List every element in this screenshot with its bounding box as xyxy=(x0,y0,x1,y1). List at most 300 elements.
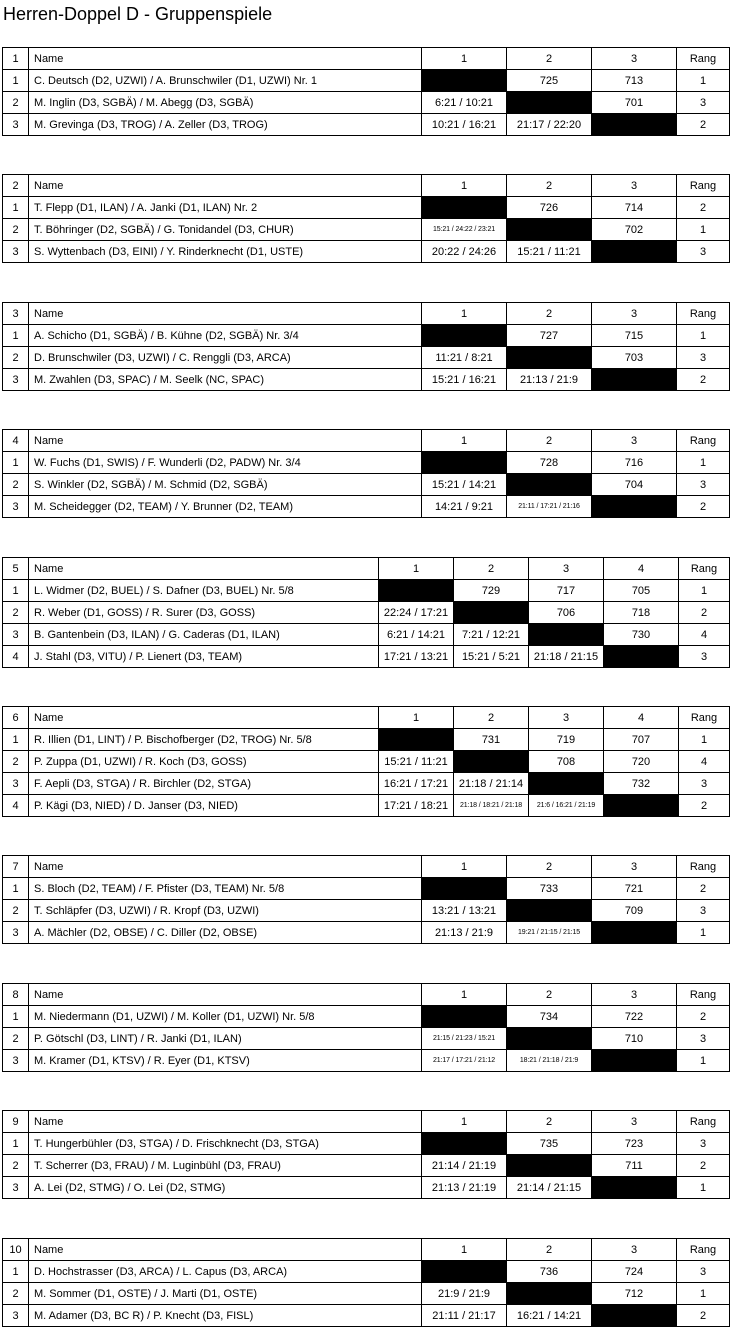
self-match-cell xyxy=(604,646,679,668)
team-name: T. Flepp (D1, ILAN) / A. Janki (D1, ILAN) Nr. 2 xyxy=(29,197,422,219)
opponent-column-header: 1 xyxy=(422,48,507,70)
group-header-row xyxy=(3,1239,730,1261)
match-result: 705 xyxy=(604,580,679,602)
group-number: 3 xyxy=(3,303,29,325)
table-row xyxy=(3,197,730,219)
match-result: 713 xyxy=(592,70,677,92)
table-row xyxy=(3,92,730,114)
team-name: M. Sommer (D1, OSTE) / J. Marti (D1, OSTE) xyxy=(29,1283,422,1305)
match-result: 7:21 / 12:21 xyxy=(454,624,529,646)
row-position: 4 xyxy=(3,795,29,817)
match-result: 21:6 / 16:21 / 21:19 xyxy=(529,795,604,817)
rank-column-header: Rang xyxy=(677,48,730,70)
match-result: 22:24 / 17:21 xyxy=(379,602,454,624)
team-name: D. Hochstrasser (D3, ARCA) / L. Capus (D3, ARCA) xyxy=(29,1261,422,1283)
row-position: 3 xyxy=(3,922,29,944)
group-table xyxy=(2,429,730,518)
match-result: 13:21 / 13:21 xyxy=(422,900,507,922)
match-result: 717 xyxy=(529,580,604,602)
team-name: S. Bloch (D2, TEAM) / F. Pfister (D3, TEAM) Nr. 5/8 xyxy=(29,878,422,900)
page-title: Herren-Doppel D - Gruppenspiele xyxy=(3,4,273,24)
rank-column-header: Rang xyxy=(677,984,730,1006)
match-result: 10:21 / 16:21 xyxy=(422,114,507,136)
self-match-cell xyxy=(592,922,677,944)
opponent-column-header: 1 xyxy=(379,707,454,729)
opponent-column-header: 1 xyxy=(422,1239,507,1261)
row-position: 3 xyxy=(3,496,29,518)
row-position: 2 xyxy=(3,92,29,114)
match-result: 18:21 / 21:18 / 21:9 xyxy=(507,1050,592,1072)
row-position: 2 xyxy=(3,474,29,496)
rank-value: 3 xyxy=(677,1133,730,1155)
self-match-cell xyxy=(422,1006,507,1028)
team-name: B. Gantenbein (D3, ILAN) / G. Caderas (D1, ILAN) xyxy=(29,624,379,646)
team-name: T. Hungerbühler (D3, STGA) / D. Frischknecht (D3, STGA) xyxy=(29,1133,422,1155)
row-position: 1 xyxy=(3,1261,29,1283)
table-row xyxy=(3,347,730,369)
rank-value: 2 xyxy=(679,602,730,624)
match-result: 19:21 / 21:15 / 21:15 xyxy=(507,922,592,944)
rank-value: 3 xyxy=(679,773,730,795)
match-result: 727 xyxy=(507,325,592,347)
rank-column-header: Rang xyxy=(679,707,730,729)
opponent-column-header: 3 xyxy=(592,1239,677,1261)
table-row xyxy=(3,219,730,241)
match-result: 714 xyxy=(592,197,677,219)
self-match-cell xyxy=(507,92,592,114)
row-position: 3 xyxy=(3,624,29,646)
name-column-header: Name xyxy=(29,558,379,580)
rank-value: 3 xyxy=(677,241,730,263)
rank-value: 2 xyxy=(677,1006,730,1028)
group-table xyxy=(2,706,730,817)
row-position: 2 xyxy=(3,347,29,369)
opponent-column-header: 3 xyxy=(592,856,677,878)
match-result: 21:14 / 21:19 xyxy=(422,1155,507,1177)
match-result: 723 xyxy=(592,1133,677,1155)
row-position: 2 xyxy=(3,900,29,922)
match-result: 708 xyxy=(529,751,604,773)
group-header-row xyxy=(3,984,730,1006)
opponent-column-header: 3 xyxy=(592,175,677,197)
rank-column-header: Rang xyxy=(677,1239,730,1261)
team-name: T. Schläpfer (D3, UZWI) / R. Kropf (D3, UZWI) xyxy=(29,900,422,922)
match-result: 704 xyxy=(592,474,677,496)
table-row xyxy=(3,751,730,773)
match-result: 712 xyxy=(592,1283,677,1305)
group-number: 9 xyxy=(3,1111,29,1133)
rank-value: 3 xyxy=(677,1028,730,1050)
group-header-row xyxy=(3,707,730,729)
match-result: 16:21 / 17:21 xyxy=(379,773,454,795)
row-position: 1 xyxy=(3,197,29,219)
opponent-column-header: 4 xyxy=(604,558,679,580)
rank-value: 4 xyxy=(679,751,730,773)
row-position: 1 xyxy=(3,1006,29,1028)
table-row xyxy=(3,1177,730,1199)
team-name: M. Scheidegger (D2, TEAM) / Y. Brunner (D2, TEAM) xyxy=(29,496,422,518)
match-result: 6:21 / 10:21 xyxy=(422,92,507,114)
match-result: 733 xyxy=(507,878,592,900)
match-result: 21:11 / 21:17 xyxy=(422,1305,507,1327)
match-result: 710 xyxy=(592,1028,677,1050)
name-column-header: Name xyxy=(29,303,422,325)
team-name: L. Widmer (D2, BUEL) / S. Dafner (D3, BUEL) Nr. 5/8 xyxy=(29,580,379,602)
match-result: 6:21 / 14:21 xyxy=(379,624,454,646)
opponent-column-header: 1 xyxy=(422,175,507,197)
self-match-cell xyxy=(592,1305,677,1327)
table-row xyxy=(3,602,730,624)
table-row xyxy=(3,1305,730,1327)
match-result: 730 xyxy=(604,624,679,646)
opponent-column-header: 2 xyxy=(507,1239,592,1261)
match-result: 17:21 / 18:21 xyxy=(379,795,454,817)
group-number: 7 xyxy=(3,856,29,878)
rank-value: 2 xyxy=(677,1305,730,1327)
team-name: M. Zwahlen (D3, SPAC) / M. Seelk (NC, SPAC) xyxy=(29,369,422,391)
match-result: 732 xyxy=(604,773,679,795)
table-row xyxy=(3,878,730,900)
self-match-cell xyxy=(507,1283,592,1305)
team-name: S. Wyttenbach (D3, EINI) / Y. Rinderknecht (D1, USTE) xyxy=(29,241,422,263)
rank-value: 2 xyxy=(677,878,730,900)
self-match-cell xyxy=(529,624,604,646)
group-number: 6 xyxy=(3,707,29,729)
group-table xyxy=(2,855,730,944)
name-column-header: Name xyxy=(29,856,422,878)
self-match-cell xyxy=(592,114,677,136)
row-position: 1 xyxy=(3,70,29,92)
match-result: 15:21 / 14:21 xyxy=(422,474,507,496)
rank-value: 1 xyxy=(677,1177,730,1199)
match-result: 731 xyxy=(454,729,529,751)
self-match-cell xyxy=(592,1177,677,1199)
rank-value: 2 xyxy=(679,795,730,817)
group-table xyxy=(2,302,730,391)
self-match-cell xyxy=(507,1028,592,1050)
match-result: 725 xyxy=(507,70,592,92)
match-result: 706 xyxy=(529,602,604,624)
rank-column-header: Rang xyxy=(677,430,730,452)
group-number: 10 xyxy=(3,1239,29,1261)
team-name: S. Winkler (D2, SGBÄ) / M. Schmid (D2, SGBÄ) xyxy=(29,474,422,496)
self-match-cell xyxy=(592,1050,677,1072)
opponent-column-header: 3 xyxy=(592,984,677,1006)
table-row xyxy=(3,114,730,136)
rank-value: 3 xyxy=(677,347,730,369)
match-result: 728 xyxy=(507,452,592,474)
self-match-cell xyxy=(507,474,592,496)
row-position: 3 xyxy=(3,1305,29,1327)
match-result: 21:9 / 21:9 xyxy=(422,1283,507,1305)
match-result: 711 xyxy=(592,1155,677,1177)
match-result: 17:21 / 13:21 xyxy=(379,646,454,668)
match-result: 15:21 / 24:22 / 23:21 xyxy=(422,219,507,241)
rank-value: 4 xyxy=(679,624,730,646)
table-row xyxy=(3,646,730,668)
self-match-cell xyxy=(422,878,507,900)
opponent-column-header: 3 xyxy=(529,707,604,729)
row-position: 4 xyxy=(3,646,29,668)
rank-column-header: Rang xyxy=(677,175,730,197)
rank-value: 1 xyxy=(677,1050,730,1072)
team-name: A. Mächler (D2, OBSE) / C. Diller (D2, OBSE) xyxy=(29,922,422,944)
team-name: M. Adamer (D3, BC R) / P. Knecht (D3, FISL) xyxy=(29,1305,422,1327)
row-position: 2 xyxy=(3,602,29,624)
opponent-column-header: 3 xyxy=(592,1111,677,1133)
row-position: 3 xyxy=(3,1177,29,1199)
match-result: 15:21 / 11:21 xyxy=(507,241,592,263)
team-name: P. Götschl (D3, LINT) / R. Janki (D1, ILAN) xyxy=(29,1028,422,1050)
match-result: 709 xyxy=(592,900,677,922)
table-row xyxy=(3,1028,730,1050)
group-header-row xyxy=(3,175,730,197)
table-row xyxy=(3,624,730,646)
team-name: P. Zuppa (D1, UZWI) / R. Koch (D3, GOSS) xyxy=(29,751,379,773)
opponent-column-header: 4 xyxy=(604,707,679,729)
row-position: 2 xyxy=(3,219,29,241)
rank-column-header: Rang xyxy=(677,1111,730,1133)
self-match-cell xyxy=(422,452,507,474)
row-position: 1 xyxy=(3,325,29,347)
match-result: 718 xyxy=(604,602,679,624)
rank-column-header: Rang xyxy=(679,558,730,580)
name-column-header: Name xyxy=(29,48,422,70)
opponent-column-header: 1 xyxy=(379,558,454,580)
row-position: 3 xyxy=(3,114,29,136)
row-position: 1 xyxy=(3,452,29,474)
match-result: 21:13 / 21:9 xyxy=(507,369,592,391)
match-result: 21:18 / 18:21 / 21:18 xyxy=(454,795,529,817)
table-row xyxy=(3,795,730,817)
row-position: 1 xyxy=(3,1133,29,1155)
rank-value: 2 xyxy=(677,1155,730,1177)
opponent-column-header: 1 xyxy=(422,303,507,325)
rank-value: 1 xyxy=(677,452,730,474)
team-name: J. Stahl (D3, VITU) / P. Lienert (D3, TEAM) xyxy=(29,646,379,668)
match-result: 703 xyxy=(592,347,677,369)
table-row xyxy=(3,1133,730,1155)
match-result: 701 xyxy=(592,92,677,114)
team-name: P. Kägi (D3, NIED) / D. Janser (D3, NIED) xyxy=(29,795,379,817)
rank-value: 3 xyxy=(679,646,730,668)
opponent-column-header: 2 xyxy=(507,1111,592,1133)
rank-column-header: Rang xyxy=(677,303,730,325)
match-result: 21:17 / 22:20 xyxy=(507,114,592,136)
match-result: 21:11 / 17:21 / 21:16 xyxy=(507,496,592,518)
group-table xyxy=(2,557,730,668)
table-row xyxy=(3,70,730,92)
table-row xyxy=(3,1006,730,1028)
self-match-cell xyxy=(592,496,677,518)
match-result: 16:21 / 14:21 xyxy=(507,1305,592,1327)
table-row xyxy=(3,496,730,518)
opponent-column-header: 2 xyxy=(454,707,529,729)
table-row xyxy=(3,474,730,496)
row-position: 3 xyxy=(3,773,29,795)
rank-value: 3 xyxy=(677,474,730,496)
match-result: 21:13 / 21:9 xyxy=(422,922,507,944)
match-result: 707 xyxy=(604,729,679,751)
team-name: M. Grevinga (D3, TROG) / A. Zeller (D3, TROG) xyxy=(29,114,422,136)
self-match-cell xyxy=(604,795,679,817)
team-name: R. Weber (D1, GOSS) / R. Surer (D3, GOSS) xyxy=(29,602,379,624)
opponent-column-header: 3 xyxy=(592,48,677,70)
group-table xyxy=(2,1238,730,1327)
table-row xyxy=(3,729,730,751)
name-column-header: Name xyxy=(29,430,422,452)
self-match-cell xyxy=(454,602,529,624)
rank-value: 2 xyxy=(677,496,730,518)
opponent-column-header: 2 xyxy=(507,303,592,325)
team-name: T. Scherrer (D3, FRAU) / M. Luginbühl (D3, FRAU) xyxy=(29,1155,422,1177)
group-table xyxy=(2,983,730,1072)
group-number: 8 xyxy=(3,984,29,1006)
opponent-column-header: 2 xyxy=(507,48,592,70)
match-result: 735 xyxy=(507,1133,592,1155)
group-header-row xyxy=(3,1111,730,1133)
table-row xyxy=(3,1283,730,1305)
match-result: 729 xyxy=(454,580,529,602)
opponent-column-header: 3 xyxy=(592,303,677,325)
match-result: 21:18 / 21:14 xyxy=(454,773,529,795)
self-match-cell xyxy=(379,729,454,751)
rank-value: 1 xyxy=(677,219,730,241)
match-result: 14:21 / 9:21 xyxy=(422,496,507,518)
rank-value: 1 xyxy=(677,70,730,92)
table-row xyxy=(3,900,730,922)
opponent-column-header: 3 xyxy=(592,430,677,452)
opponent-column-header: 1 xyxy=(422,1111,507,1133)
rank-value: 2 xyxy=(677,369,730,391)
self-match-cell xyxy=(422,1261,507,1283)
match-result: 15:21 / 16:21 xyxy=(422,369,507,391)
match-result: 715 xyxy=(592,325,677,347)
self-match-cell xyxy=(454,751,529,773)
table-row xyxy=(3,773,730,795)
name-column-header: Name xyxy=(29,175,422,197)
team-name: T. Böhringer (D2, SGBÄ) / G. Tonidandel (D3, CHUR) xyxy=(29,219,422,241)
match-result: 20:22 / 24:26 xyxy=(422,241,507,263)
table-row xyxy=(3,1261,730,1283)
rank-column-header: Rang xyxy=(677,856,730,878)
name-column-header: Name xyxy=(29,707,379,729)
self-match-cell xyxy=(507,219,592,241)
team-name: M. Niedermann (D1, UZWI) / M. Koller (D1, UZWI) Nr. 5/8 xyxy=(29,1006,422,1028)
table-row xyxy=(3,241,730,263)
opponent-column-header: 2 xyxy=(507,175,592,197)
opponent-column-header: 3 xyxy=(529,558,604,580)
row-position: 1 xyxy=(3,878,29,900)
match-result: 15:21 / 11:21 xyxy=(379,751,454,773)
team-name: R. Illien (D1, LINT) / P. Bischofberger (D2, TROG) Nr. 5/8 xyxy=(29,729,379,751)
self-match-cell xyxy=(507,900,592,922)
team-name: A. Schicho (D1, SGBÄ) / B. Kühne (D2, SGBÄ) Nr. 3/4 xyxy=(29,325,422,347)
match-result: 720 xyxy=(604,751,679,773)
rank-value: 3 xyxy=(677,92,730,114)
match-result: 21:14 / 21:15 xyxy=(507,1177,592,1199)
row-position: 2 xyxy=(3,751,29,773)
match-result: 724 xyxy=(592,1261,677,1283)
rank-value: 1 xyxy=(679,729,730,751)
group-header-row xyxy=(3,558,730,580)
match-result: 21:17 / 17:21 / 21:12 xyxy=(422,1050,507,1072)
name-column-header: Name xyxy=(29,984,422,1006)
match-result: 719 xyxy=(529,729,604,751)
team-name: C. Deutsch (D2, UZWI) / A. Brunschwiler (D1, UZWI) Nr. 1 xyxy=(29,70,422,92)
match-result: 11:21 / 8:21 xyxy=(422,347,507,369)
opponent-column-header: 2 xyxy=(507,856,592,878)
self-match-cell xyxy=(422,197,507,219)
rank-value: 1 xyxy=(677,325,730,347)
row-position: 1 xyxy=(3,580,29,602)
table-row xyxy=(3,1155,730,1177)
opponent-column-header: 1 xyxy=(422,430,507,452)
self-match-cell xyxy=(592,369,677,391)
table-row xyxy=(3,922,730,944)
group-table xyxy=(2,1110,730,1199)
self-match-cell xyxy=(379,580,454,602)
match-result: 734 xyxy=(507,1006,592,1028)
opponent-column-header: 2 xyxy=(507,430,592,452)
row-position: 2 xyxy=(3,1155,29,1177)
group-header-row xyxy=(3,48,730,70)
self-match-cell xyxy=(422,1133,507,1155)
rank-value: 1 xyxy=(677,1283,730,1305)
opponent-column-header: 2 xyxy=(454,558,529,580)
name-column-header: Name xyxy=(29,1111,422,1133)
self-match-cell xyxy=(507,1155,592,1177)
group-table xyxy=(2,174,730,263)
row-position: 1 xyxy=(3,729,29,751)
opponent-column-header: 1 xyxy=(422,856,507,878)
self-match-cell xyxy=(422,325,507,347)
self-match-cell xyxy=(592,241,677,263)
self-match-cell xyxy=(507,347,592,369)
match-result: 716 xyxy=(592,452,677,474)
match-result: 21:18 / 21:15 xyxy=(529,646,604,668)
group-table xyxy=(2,47,730,136)
match-result: 21:13 / 21:19 xyxy=(422,1177,507,1199)
match-result: 721 xyxy=(592,878,677,900)
row-position: 2 xyxy=(3,1028,29,1050)
row-position: 2 xyxy=(3,1283,29,1305)
rank-value: 2 xyxy=(677,197,730,219)
group-number: 2 xyxy=(3,175,29,197)
team-name: A. Lei (D2, STMG) / O. Lei (D2, STMG) xyxy=(29,1177,422,1199)
self-match-cell xyxy=(422,70,507,92)
row-position: 3 xyxy=(3,1050,29,1072)
group-header-row xyxy=(3,856,730,878)
team-name: F. Aepli (D3, STGA) / R. Birchler (D2, STGA) xyxy=(29,773,379,795)
table-row xyxy=(3,452,730,474)
rank-value: 1 xyxy=(677,922,730,944)
match-result: 21:15 / 21:23 / 15:21 xyxy=(422,1028,507,1050)
match-result: 15:21 / 5:21 xyxy=(454,646,529,668)
row-position: 3 xyxy=(3,241,29,263)
match-result: 736 xyxy=(507,1261,592,1283)
rank-value: 3 xyxy=(677,900,730,922)
rank-value: 1 xyxy=(679,580,730,602)
team-name: M. Kramer (D1, KTSV) / R. Eyer (D1, KTSV) xyxy=(29,1050,422,1072)
team-name: M. Inglin (D3, SGBÄ) / M. Abegg (D3, SGBÄ) xyxy=(29,92,422,114)
table-row xyxy=(3,325,730,347)
rank-value: 2 xyxy=(677,114,730,136)
table-row xyxy=(3,369,730,391)
name-column-header: Name xyxy=(29,1239,422,1261)
match-result: 722 xyxy=(592,1006,677,1028)
match-result: 726 xyxy=(507,197,592,219)
